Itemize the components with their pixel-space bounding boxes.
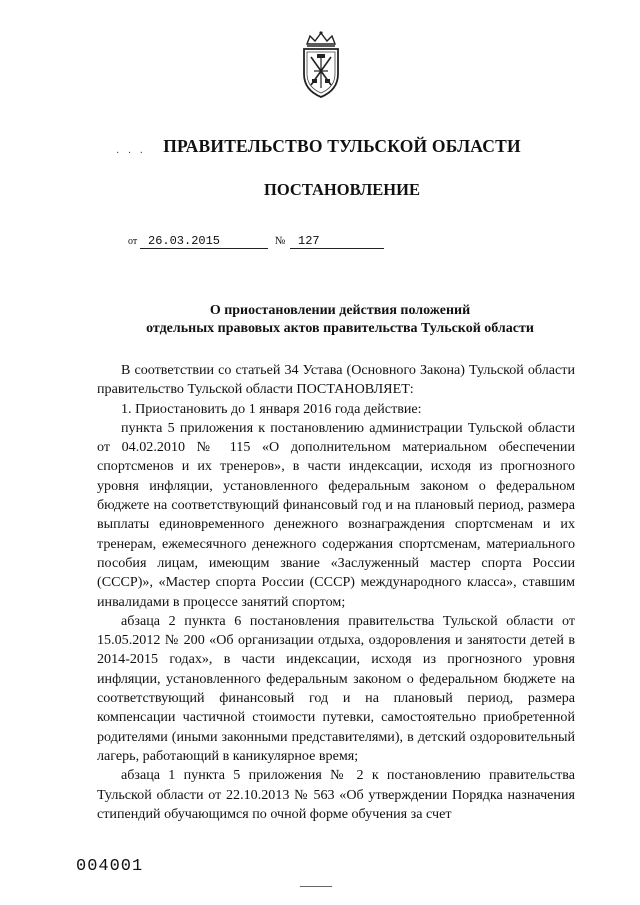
document-number: 127 [290,235,384,249]
paragraph-item-stipends: абзаца 1 пункта 5 приложения № 2 к постановлению правительства Тульской области от 22.10.2013 № 563 «Об утверждении Порядка назначения стипендий обучающимся по очной форме обучения за счет [97,767,575,822]
bottom-divider [300,886,332,887]
document-body [97,361,575,824]
paragraph-item-children: абзаца 2 пункта 6 постановления правительства Тульской области от 15.05.2012 № 200 «Об организации отдыха, оздоровления и занятости детей в 2014-2015 годах», в части индексации, исходя из прогнозного уровня инфляции, установленного федеральным законом о федеральном бюджете на соответствующий финансовый год и на плановый период, размера компенсации частичной стоимости путевки, самостоятельно приобретенной родителями (иными законными представителями), в детский оздоровительный лагерь, работающий в каникулярное время; [97,612,575,764]
document-heading [0,302,640,338]
document-type: ПОСТАНОВЛЕНИЕ [264,180,420,199]
government-title: ПРАВИТЕЛЬСТВО ТУЛЬСКОЙ ОБЛАСТИ [163,136,521,156]
date-prefix: от [128,236,138,247]
decorative-dots: · · · [116,148,146,159]
heading-line-1: О приостановлении действия положений [209,303,471,318]
date-number-line [128,235,384,249]
serial-number: 004001 [76,857,144,876]
paragraph-preamble: В соответствии со статьей 34 Устава (Основного Закона) Тульской области правительство Тульской области ПОСТАНОВЛЯЕТ: [97,362,575,398]
number-prefix: № [274,235,286,247]
heading-line-2: отдельных правовых актов правительства Тульской области [146,321,534,336]
tula-coat-of-arms-icon [296,30,346,100]
document-date: 26.03.2015 [140,235,268,249]
paragraph-item-sports: пункта 5 приложения к постановлению администрации Тульской области от 04.02.2010 № 115 «О дополнительном материальном обеспечении спортсменов и их тренеров», в части индексации, исходя из прогнозного уровня инфляции, установленного федеральным законом о федеральном бюджете на соответствующий финансовый год и на плановый период, размера выплаты единовременного денежного вознаграждения спортсменам и их тренерам, ежемесячного денежного содержания спортсменам, материального пособия лицам, имеющим звание «Заслуженный мастер спорта России (СССР)», «Мастер спорта России (СССР) международного класса», ставшим инвалидами в процессе занятий спортом; [97,419,575,610]
paragraph-clause-1: 1. Приостановить до 1 января 2016 года действие: [121,400,422,417]
